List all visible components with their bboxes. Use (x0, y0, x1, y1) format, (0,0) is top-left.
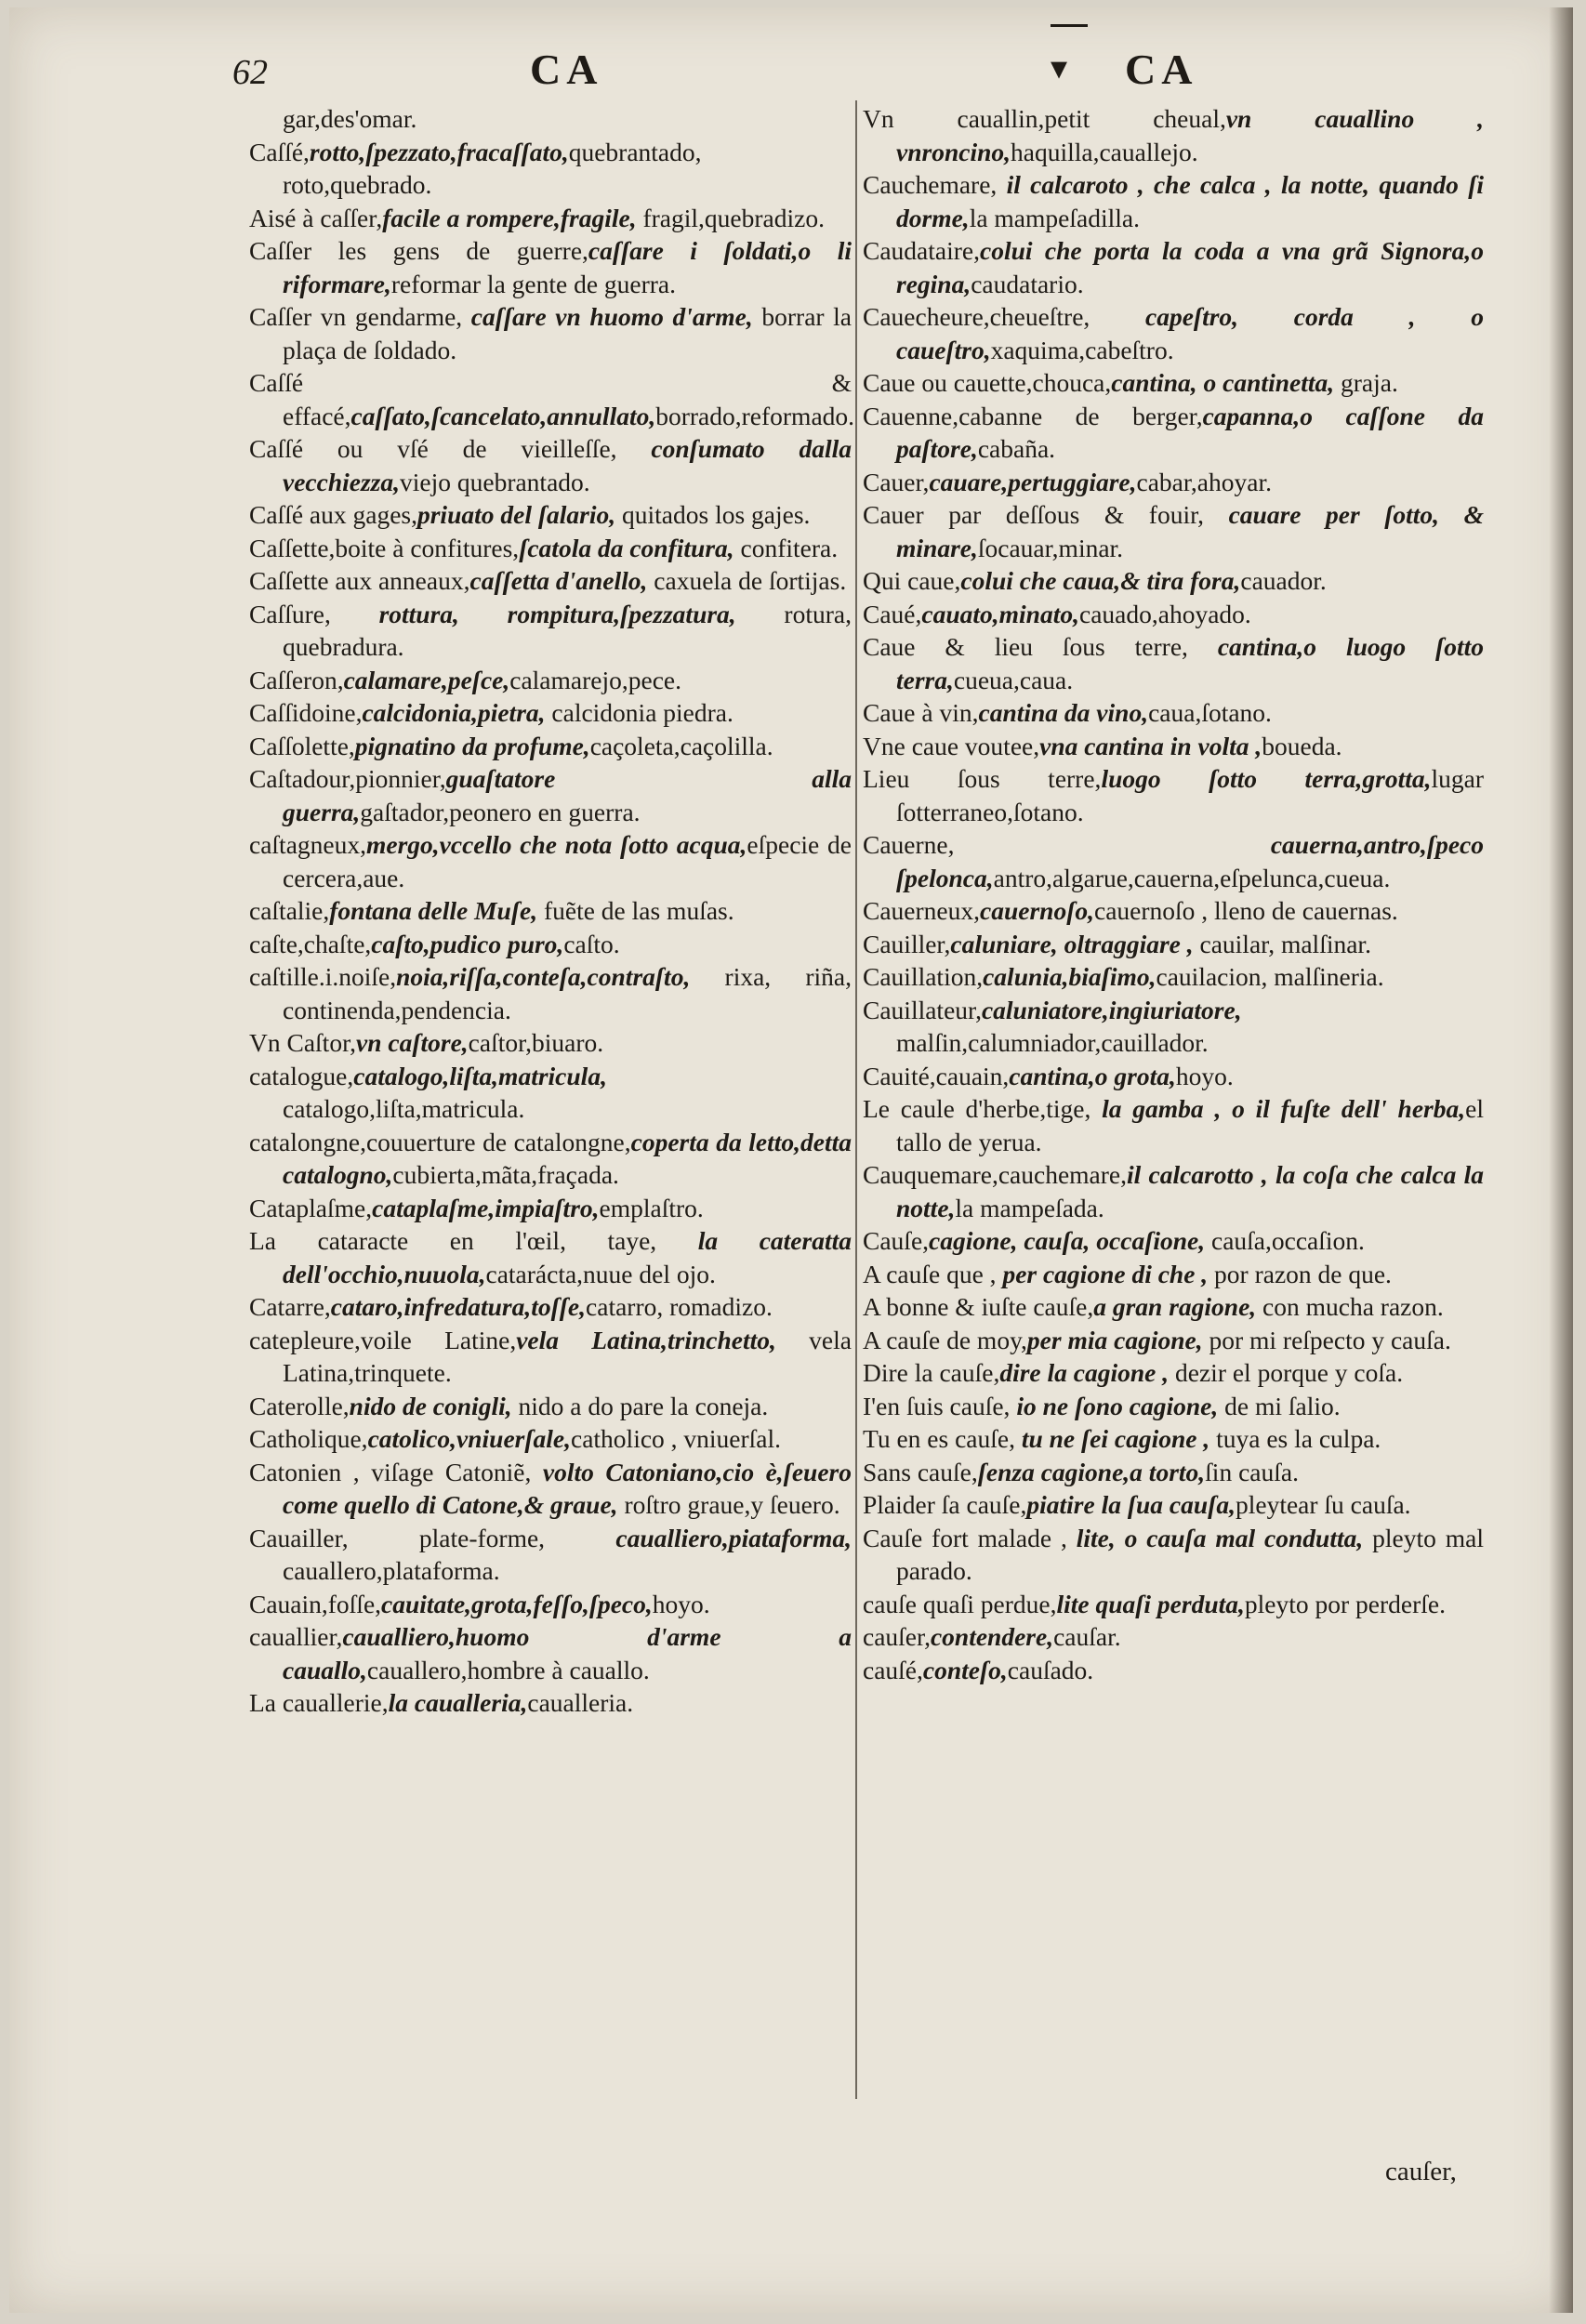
dictionary-page (9, 7, 1573, 2313)
entry-text: Caue à vin, (863, 698, 979, 727)
italian-gloss: caſſare vn huomo d'arme, (470, 302, 753, 331)
entry-text: catalongne,couuerture de catalongne, (249, 1127, 631, 1156)
entry-text: Caſtadour,pionnier, (249, 764, 446, 793)
dictionary-entry (249, 1456, 852, 1522)
dictionary-entry (863, 696, 1484, 730)
entry-text: caxuela de ſortijas. (647, 566, 847, 595)
italian-gloss: priuato del ſalario, (416, 500, 616, 529)
italian-gloss: la caualleria, (388, 1688, 528, 1717)
dictionary-entry (863, 1422, 1484, 1456)
italian-gloss: lite, o cauſa mal condutta, (1076, 1523, 1364, 1552)
entry-text: Cauchemare, (863, 170, 1007, 199)
dictionary-entry (863, 1456, 1484, 1489)
entry-text: fragil,quebradizo. (636, 203, 825, 232)
dictionary-entry (863, 234, 1484, 300)
entry-text: Caue & lieu ſous terre, (863, 632, 1218, 661)
dictionary-entry (249, 1522, 852, 1588)
entry-text: graja. (1334, 368, 1398, 397)
italian-gloss: conteſo, (922, 1655, 1008, 1684)
entry-text: Lieu ſous terre, (863, 764, 1102, 793)
italian-gloss: cauitate,grota,feſſo,ſpeco, (381, 1589, 653, 1618)
entry-text: Cauſe fort malade , (863, 1523, 1077, 1552)
entry-text: catalogue, (249, 1061, 354, 1090)
dictionary-entry (249, 928, 852, 961)
dictionary-entry (249, 532, 852, 565)
dictionary-entry (249, 1290, 852, 1324)
entry-text: catarro, romadizo. (586, 1292, 773, 1321)
entry-text: Cauerneux, (863, 896, 980, 925)
italian-gloss: cauato,minato, (921, 599, 1079, 628)
dictionary-entry (863, 300, 1484, 366)
entry-text: Cauillation, (863, 962, 984, 991)
entry-text: Vn Caſtor, (249, 1028, 356, 1057)
italian-gloss: caſto,pudico puro, (371, 929, 564, 958)
entry-text: Caſſette aux anneaux, (249, 566, 470, 595)
italian-gloss: luogo ſotto terra,grotta, (1101, 764, 1432, 793)
entry-text: borrado,reformado. (655, 401, 855, 430)
right-column (863, 102, 1484, 1686)
dictionary-entry (863, 1290, 1484, 1324)
italian-gloss: rotto,ſpezzato,fracaſſato, (309, 137, 569, 166)
entry-text: cauſe quaſi perdue, (863, 1589, 1057, 1618)
entry-text: haquilla,cauallejo. (1011, 137, 1198, 166)
entry-text: ſin cauſa. (1205, 1457, 1299, 1486)
dictionary-entry (249, 202, 852, 235)
entry-text: boueda. (1262, 731, 1342, 760)
dictionary-entry (863, 102, 1484, 168)
entry-text: Caſſé, (249, 137, 310, 166)
entry-text: Caſſette,boite à confitures, (249, 533, 520, 562)
catchword: cauſer, (1385, 2157, 1457, 2186)
italian-gloss: fontana delle Muſe, (329, 896, 538, 925)
dictionary-entry (863, 1654, 1484, 1687)
italian-gloss: coperta da letto,detta catalogno, (283, 1127, 852, 1189)
entry-text: caſtagneux, (249, 830, 366, 859)
entry-text: cabar,ahoyar. (1136, 467, 1272, 496)
italian-gloss: pignatino da profume, (354, 731, 590, 760)
dictionary-entry (249, 234, 852, 300)
italian-gloss: lite quaſi perduta, (1056, 1589, 1245, 1618)
entry-text: eſpecie de cercera,aue. (283, 830, 852, 892)
entry-text: caſto. (563, 929, 620, 958)
dictionary-entry (863, 1390, 1484, 1423)
entry-text: tuya es la culpa. (1209, 1424, 1381, 1453)
dictionary-entry (863, 1158, 1484, 1224)
entry-text: fuẽte de las muſas. (537, 896, 734, 925)
entry-text: cabaña. (977, 434, 1056, 463)
entry-text: ſocauar,minar. (977, 533, 1124, 562)
entry-text: hoyo. (1175, 1061, 1234, 1090)
entry-text: Caue ou cauette,chouca, (863, 368, 1112, 397)
header-mark: ▾ (1051, 49, 1068, 86)
entry-text: reformar la gente de guerra. (390, 269, 677, 298)
italian-gloss: dire la cagione , (999, 1358, 1170, 1387)
dictionary-entry (863, 960, 1484, 994)
entry-text: Vn cauallin,petit cheual, (863, 104, 1226, 133)
entry-text: cauado,ahoyado. (1079, 599, 1251, 628)
italian-gloss: vela Latina,trinchetto, (516, 1325, 776, 1354)
italian-gloss: volto Catoniano,cio è,ſeuero come quello di Catone,& graue, (283, 1457, 852, 1519)
entry-text: Cauer par deſſous & fouir, (863, 500, 1229, 529)
italian-gloss: cagione, cauſa, occaſione, (929, 1226, 1206, 1255)
italian-gloss: cauerna,antro,ſpeco ſpelonca, (896, 830, 1484, 892)
entry-text: Le caule d'herbe,tige, (863, 1094, 1103, 1123)
italian-gloss: conſumato dalla vecchiezza, (283, 434, 852, 496)
entry-text: La cataracte en l'œil, taye, (249, 1226, 698, 1255)
entry-text: viejo quebrantado. (400, 467, 590, 496)
entry-text: gaſtador,peonero en guerra. (360, 797, 641, 826)
italian-gloss: cantina, o cantinetta, (1111, 368, 1335, 397)
italian-gloss: caſſato,ſcancelato,annullato, (350, 401, 656, 430)
italian-gloss: caſſare i ſoldati,o li riformare, (283, 236, 852, 298)
entry-text: nido a do pare la coneja. (511, 1391, 769, 1420)
entry-text: Caſſer vn gendarme, (249, 302, 471, 331)
dictionary-entry (249, 828, 852, 894)
italian-gloss: la cateratta dell'occhio,nuuola, (283, 1226, 852, 1288)
italian-gloss: calunia,biaſimo, (983, 962, 1156, 991)
dictionary-entry (249, 564, 852, 598)
entry-text: Caſſure, (249, 599, 379, 628)
italian-gloss: colui che caua,& tira fora, (960, 566, 1241, 595)
entry-text: Catarre, (249, 1292, 331, 1321)
entry-text: Cauailler, plate-forme, (249, 1523, 616, 1552)
entry-text: Cauillateur, (863, 995, 982, 1024)
dictionary-entry (863, 498, 1484, 564)
dictionary-entry (249, 598, 852, 664)
entry-text: cauſar. (1053, 1622, 1121, 1651)
entry-text: pleytear ſu cauſa. (1235, 1490, 1411, 1519)
dictionary-entry (249, 696, 852, 730)
italian-gloss: vn caſtore, (356, 1028, 469, 1057)
entry-text: Caudataire, (863, 236, 980, 265)
italian-gloss: cauernoſo, (980, 896, 1094, 925)
italian-gloss: cataplaſme,impiaſtro, (372, 1193, 600, 1222)
dictionary-entry (863, 928, 1484, 961)
page-number: 62 (232, 53, 268, 92)
entry-text: cauallero,plataforma. (283, 1556, 500, 1585)
dictionary-entry (863, 1588, 1484, 1621)
dictionary-entry (863, 168, 1484, 234)
entry-text: cauallero,hombre à cauallo. (366, 1655, 650, 1684)
italian-gloss: nido de conigli, (349, 1391, 512, 1420)
dictionary-entry (863, 762, 1484, 828)
entry-text: cueua,caua. (953, 665, 1074, 694)
dictionary-entry (863, 1522, 1484, 1588)
dictionary-entry (249, 894, 852, 928)
dictionary-entry (249, 366, 855, 432)
entry-text: Cauerne, (863, 830, 1271, 859)
entry-text: cauallier, (249, 1622, 343, 1651)
italian-gloss: calcidonia,pietra, (362, 698, 546, 727)
entry-text: vela Latina,trinquete. (283, 1325, 852, 1387)
dictionary-entry (249, 1390, 852, 1423)
dictionary-entry (249, 730, 852, 763)
dictionary-entry (249, 1126, 852, 1192)
entry-text: calamarejo,pece. (509, 665, 681, 694)
entry-text: rotura, quebradura. (283, 599, 852, 661)
entry-text: cubierta,mãta,fraçada. (392, 1160, 619, 1189)
entry-text: caſtor,biuaro. (468, 1028, 604, 1057)
entry-text: caſtille.i.noiſe, (249, 962, 397, 991)
entry-text: Cauquemare,cauchemare, (863, 1160, 1127, 1189)
entry-text: A bonne & iuſte cauſe, (863, 1292, 1094, 1321)
dictionary-entry (863, 1092, 1484, 1158)
italian-gloss: guaſtatore alla guerra, (283, 764, 852, 826)
dictionary-entry (863, 598, 1484, 631)
dictionary-entry (249, 1422, 852, 1456)
dictionary-entry (863, 1620, 1484, 1654)
italian-gloss: mergo,vccello che nota ſotto acqua, (365, 830, 747, 859)
dictionary-entry (249, 136, 852, 202)
dictionary-entry (863, 400, 1484, 466)
entry-text: el tallo de yerua. (896, 1094, 1484, 1156)
right-running-head: CA (1125, 46, 1198, 93)
italian-gloss: caualliero,piataforma, (615, 1523, 852, 1552)
entry-text: quebrantado, roto,quebrado. (283, 137, 702, 199)
italian-gloss: ſenza cagione,a torto, (977, 1457, 1206, 1486)
italian-gloss: contendere, (930, 1622, 1054, 1651)
entry-text: cauilar, malſinar. (1193, 929, 1371, 958)
italian-gloss: calamare,peſce, (343, 665, 510, 694)
italian-gloss: catolico,vniuerſale, (367, 1424, 571, 1453)
dictionary-entry (249, 498, 852, 532)
dictionary-entry (863, 1258, 1484, 1291)
entry-text: caua,ſotano. (1148, 698, 1272, 727)
entry-text: Catholique, (249, 1424, 368, 1453)
entry-text: catarácta,nuue del ojo. (485, 1259, 716, 1288)
entry-text: Qui caue, (863, 566, 961, 595)
entry-text: Caſſé aux gages, (249, 500, 417, 529)
dictionary-entry (249, 960, 852, 1026)
entry-text: cauernoſo , lleno de cauernas. (1094, 896, 1398, 925)
entry-text: por razon de que. (1208, 1259, 1392, 1288)
italian-gloss: caluniatore,ingiuriatore, (981, 995, 1242, 1024)
left-running-head: CA (530, 46, 603, 93)
dictionary-entry (249, 102, 852, 136)
entry-text: Cauecheure,cheueſtre, (863, 302, 1146, 331)
italian-gloss: capeſtro, corda , o caueſtro, (896, 302, 1484, 364)
dictionary-entry (863, 894, 1484, 928)
dictionary-entry (863, 1356, 1484, 1390)
entry-text: la mampeſada. (955, 1193, 1104, 1222)
entry-text: Caterolle, (249, 1391, 350, 1420)
dictionary-entry (249, 762, 852, 828)
italian-gloss: catalogo,liſta,matricula, (353, 1061, 607, 1090)
dictionary-entry (249, 432, 852, 498)
dictionary-entry (249, 1026, 852, 1060)
entry-text: Catonien , viſage Catoniẽ, (249, 1457, 543, 1486)
italian-gloss: per mia cagione, (1026, 1325, 1203, 1354)
italian-gloss: caluniare, oltraggiare , (950, 929, 1194, 958)
header-dash (1051, 24, 1088, 27)
entry-text: confitera. (734, 533, 839, 562)
entry-text: Cauité,cauain, (863, 1061, 1010, 1090)
entry-text: Cauer, (863, 467, 930, 496)
dictionary-entry (863, 994, 1484, 1060)
entry-text: caudatario. (971, 269, 1084, 298)
dictionary-entry (249, 300, 852, 366)
italian-gloss: tu ne ſei cagione , (1021, 1424, 1210, 1453)
entry-text: rixa, riña, continenda,pendencia. (283, 962, 852, 1024)
italian-gloss: colui che porta la coda a vna grã Signora,o regina, (896, 236, 1484, 298)
dictionary-entry (863, 366, 1484, 400)
entry-text: antro,algarue,cauerna,eſpelunca,cueua. (993, 863, 1391, 892)
entry-text: Cauiller, (863, 929, 951, 958)
column-rule (855, 100, 857, 2099)
entry-text: pleyto mal parado. (896, 1523, 1485, 1585)
entry-text: caçoleta,caçolilla. (589, 731, 773, 760)
entry-text: catepleure,voile Latine, (249, 1325, 517, 1354)
entry-text: cauſé, (863, 1655, 923, 1684)
dictionary-entry (863, 564, 1484, 598)
entry-text: A cauſe de moy, (863, 1325, 1027, 1354)
entry-text: catalogo,liſta,matricula. (283, 1094, 525, 1123)
dictionary-entry (249, 1192, 852, 1225)
entry-text: Sans cauſe, (863, 1457, 978, 1486)
dictionary-entry (863, 630, 1484, 696)
italian-gloss: cauare,pertuggiare, (929, 467, 1137, 496)
dictionary-entry (863, 466, 1484, 499)
entry-text: caſtalie, (249, 896, 330, 925)
entry-text: Cauſe, (863, 1226, 930, 1255)
entry-text: de mi ſalio. (1218, 1391, 1341, 1420)
dictionary-entry (249, 1686, 852, 1720)
italian-gloss: noia,riſſa,conteſa,contraſto, (396, 962, 691, 991)
italian-gloss: cantina,o luogo ſotto terra, (896, 632, 1484, 694)
entry-text: catholico , vniuerſal. (571, 1424, 782, 1453)
entry-text: Caſſé ou vſé de vieilleſſe, (249, 434, 652, 463)
entry-text: Vne caue voutee, (863, 731, 1040, 760)
entry-text: Caſſidoine, (249, 698, 363, 727)
entry-text: cauilacion, malſineria. (1156, 962, 1384, 991)
entry-text: con mucha razon. (1256, 1292, 1444, 1321)
italian-gloss: facile a rompere,fragile, (382, 203, 637, 232)
entry-text: la mampeſadilla. (969, 203, 1140, 232)
entry-text: Cataplaſme, (249, 1193, 373, 1222)
entry-text: Caſſolette, (249, 731, 355, 760)
entry-text: Plaider ſa cauſe, (863, 1490, 1027, 1519)
entry-text: dezir el porque y coſa. (1169, 1358, 1404, 1387)
dictionary-entry (249, 1224, 852, 1290)
page-header (9, 45, 1573, 100)
italian-gloss: a gran ragione, (1093, 1292, 1257, 1321)
italian-gloss: cataro,infredatura,toſſe, (330, 1292, 587, 1321)
italian-gloss: il calcaroto , che calca , la notte, quando ſi dorme, (896, 170, 1484, 232)
italian-gloss: vna cantina in volta , (1039, 731, 1262, 760)
entry-text: Caué, (863, 599, 922, 628)
italian-gloss: caualliero,huomo d'arme a cauallo, (283, 1622, 852, 1684)
entry-text: cauador. (1240, 566, 1327, 595)
dictionary-entry (249, 664, 852, 697)
entry-text: calcidonia piedra. (545, 698, 734, 727)
book-spine-shadow (1549, 7, 1573, 2313)
dictionary-entry (863, 1324, 1484, 1357)
entry-text: borrar la plaça de ſoldado. (283, 302, 852, 364)
italian-gloss: ſcatola da confitura, (519, 533, 734, 562)
entry-text: Cauain,foſſe, (249, 1589, 382, 1618)
dictionary-entry (863, 1224, 1484, 1258)
entry-text: malſin,calumniador,cauillador. (896, 1028, 1209, 1057)
entry-text: caualleria. (527, 1688, 634, 1717)
entry-text: A cauſe que , (863, 1259, 1003, 1288)
italian-gloss: caſſetta d'anello, (469, 566, 648, 595)
italian-gloss: io ne ſono cagione, (1016, 1391, 1219, 1420)
left-column (249, 102, 855, 1720)
dictionary-entry (249, 1620, 852, 1686)
dictionary-entry (863, 730, 1484, 763)
dictionary-entry (863, 1060, 1484, 1093)
entry-text: xaquima,cabeſtro. (990, 335, 1174, 364)
entry-text: por mi reſpecto y cauſa. (1202, 1325, 1451, 1354)
italian-gloss: cauare per ſotto, & minare, (896, 500, 1484, 562)
entry-text: caſte,chaſte, (249, 929, 372, 958)
entry-text: gar,des'omar. (283, 104, 417, 133)
entry-text: Caſſé & effacé, (249, 368, 852, 430)
italian-gloss: la gamba , o il fuſte dell' herba, (1102, 1094, 1466, 1123)
italian-gloss: il calcarotto , la coſa che calca la notte, (896, 1160, 1484, 1222)
entry-text: Cauenne,cabanne de berger, (863, 401, 1203, 430)
entry-text: cauſer, (863, 1622, 931, 1651)
dictionary-entry (863, 828, 1484, 894)
italian-gloss: cantina,o grota, (1009, 1061, 1176, 1090)
entry-text: Caſſeron, (249, 665, 344, 694)
entry-text: roſtro graue,y ſeuero. (617, 1490, 840, 1519)
entry-text: emplaſtro. (599, 1193, 704, 1222)
dictionary-entry (249, 1588, 852, 1621)
entry-text: Aisé à caſſer, (249, 203, 383, 232)
entry-text: cauſa,occaſion. (1205, 1226, 1365, 1255)
dictionary-entry (863, 1488, 1484, 1522)
entry-text: Dire la cauſe, (863, 1358, 1000, 1387)
italian-gloss: piatire la ſua cauſa, (1026, 1490, 1236, 1519)
entry-text: pleyto por perderſe. (1244, 1589, 1446, 1618)
dictionary-entry (249, 1324, 852, 1390)
entry-text: lugar ſotterraneo,ſotano. (896, 764, 1485, 826)
italian-gloss: vn cauallino , vnroncino, (896, 104, 1484, 166)
entry-text: cauſado. (1007, 1655, 1094, 1684)
italian-gloss: per cagione di che , (1002, 1259, 1209, 1288)
entry-text: I'en ſuis cauſe, (863, 1391, 1017, 1420)
italian-gloss: cantina da vino, (978, 698, 1149, 727)
entry-text: Tu en es cauſe, (863, 1424, 1022, 1453)
italian-gloss: capanna,o caſſone da paſtore, (896, 401, 1484, 463)
entry-text: hoyo. (652, 1589, 710, 1618)
dictionary-entry (249, 1060, 852, 1126)
italian-gloss: rottura, rompitura,ſpezzatura, (378, 599, 736, 628)
entry-text: quitados los gajes. (615, 500, 811, 529)
entry-text: Caſſer les gens de guerre, (249, 236, 588, 265)
entry-text: La cauallerie, (249, 1688, 389, 1717)
